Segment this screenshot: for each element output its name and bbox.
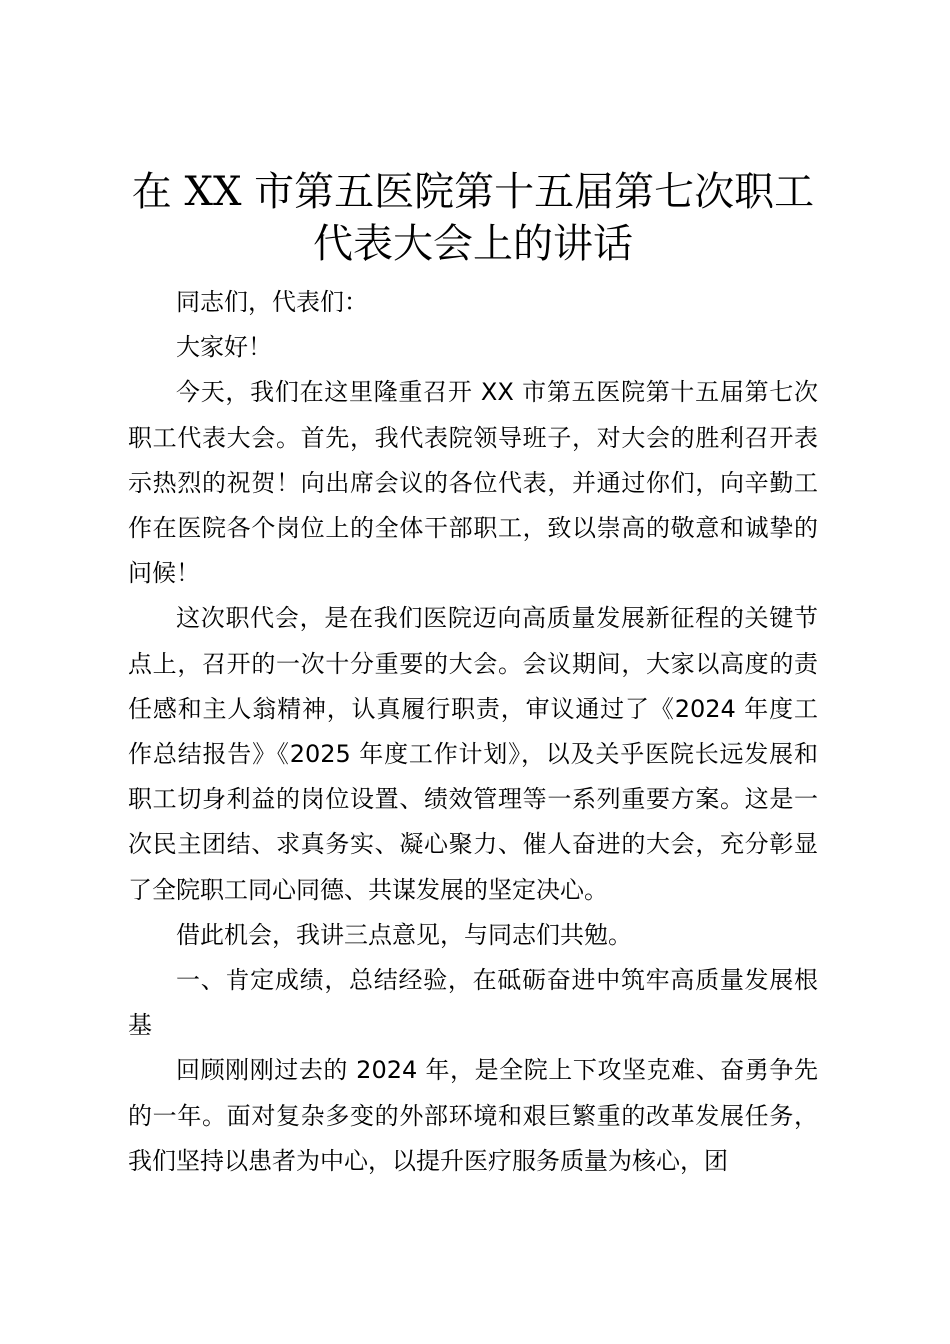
greeting: 大家好！: [176, 333, 272, 362]
transition-paragraph: 借此机会，我讲三点意见，与同志们共勉。: [176, 920, 632, 949]
document-title: [128, 166, 818, 270]
opening-paragraph: 今天，我们在这里隆重召开 XX 市第五医院第十五届第七次职工代表大会。首先，我代表院领导班子，对大会的胜利召开表示热烈的祝贺！向出席会议的各位代表，并通过你们，向辛勤工作在医院各个岗位上的全体干部职工，致以崇高的敬意和诚挚的问候！: [128, 378, 818, 588]
salutation: 同志们，代表们：: [176, 288, 368, 316]
section-heading-1: 一、肯定成绩，总结经验，在砥砺奋进中筑牢高质量发展根基: [128, 966, 818, 1040]
title-line-1: 在 XX 市第五医院第十五届第七次职工: [131, 169, 815, 215]
review-paragraph: 回顾刚刚过去的 2024 年，是全院上下攻坚克难、奋勇争先的一年。面对复杂多变的外部环境和艰巨繁重的改革发展任务，我们坚持以患者为中心，以提升医疗服务质量为核心，团: [128, 1056, 818, 1175]
title-line-2: 代表大会上的讲话: [313, 221, 633, 267]
document-page: [128, 166, 818, 1184]
document-body: [128, 280, 818, 1184]
meeting-summary-paragraph: 这次职代会，是在我们医院迈向高质量发展新征程的关键节点上，召开的一次十分重要的大会。会议期间，大家以高度的责任感和主人翁精神，认真履行职责，审议通过了《2024 年度工作总结报告》《2025 年度工作计划》，以及关乎医院长远发展和职工切身利益的岗位设置、绩效管理等一系列重要方案。这是一次民主团结、求真务实、凝心聚力、催人奋进的大会，充分彰显了全院职工同心同德、共谋发展的坚定决心。: [128, 604, 818, 904]
